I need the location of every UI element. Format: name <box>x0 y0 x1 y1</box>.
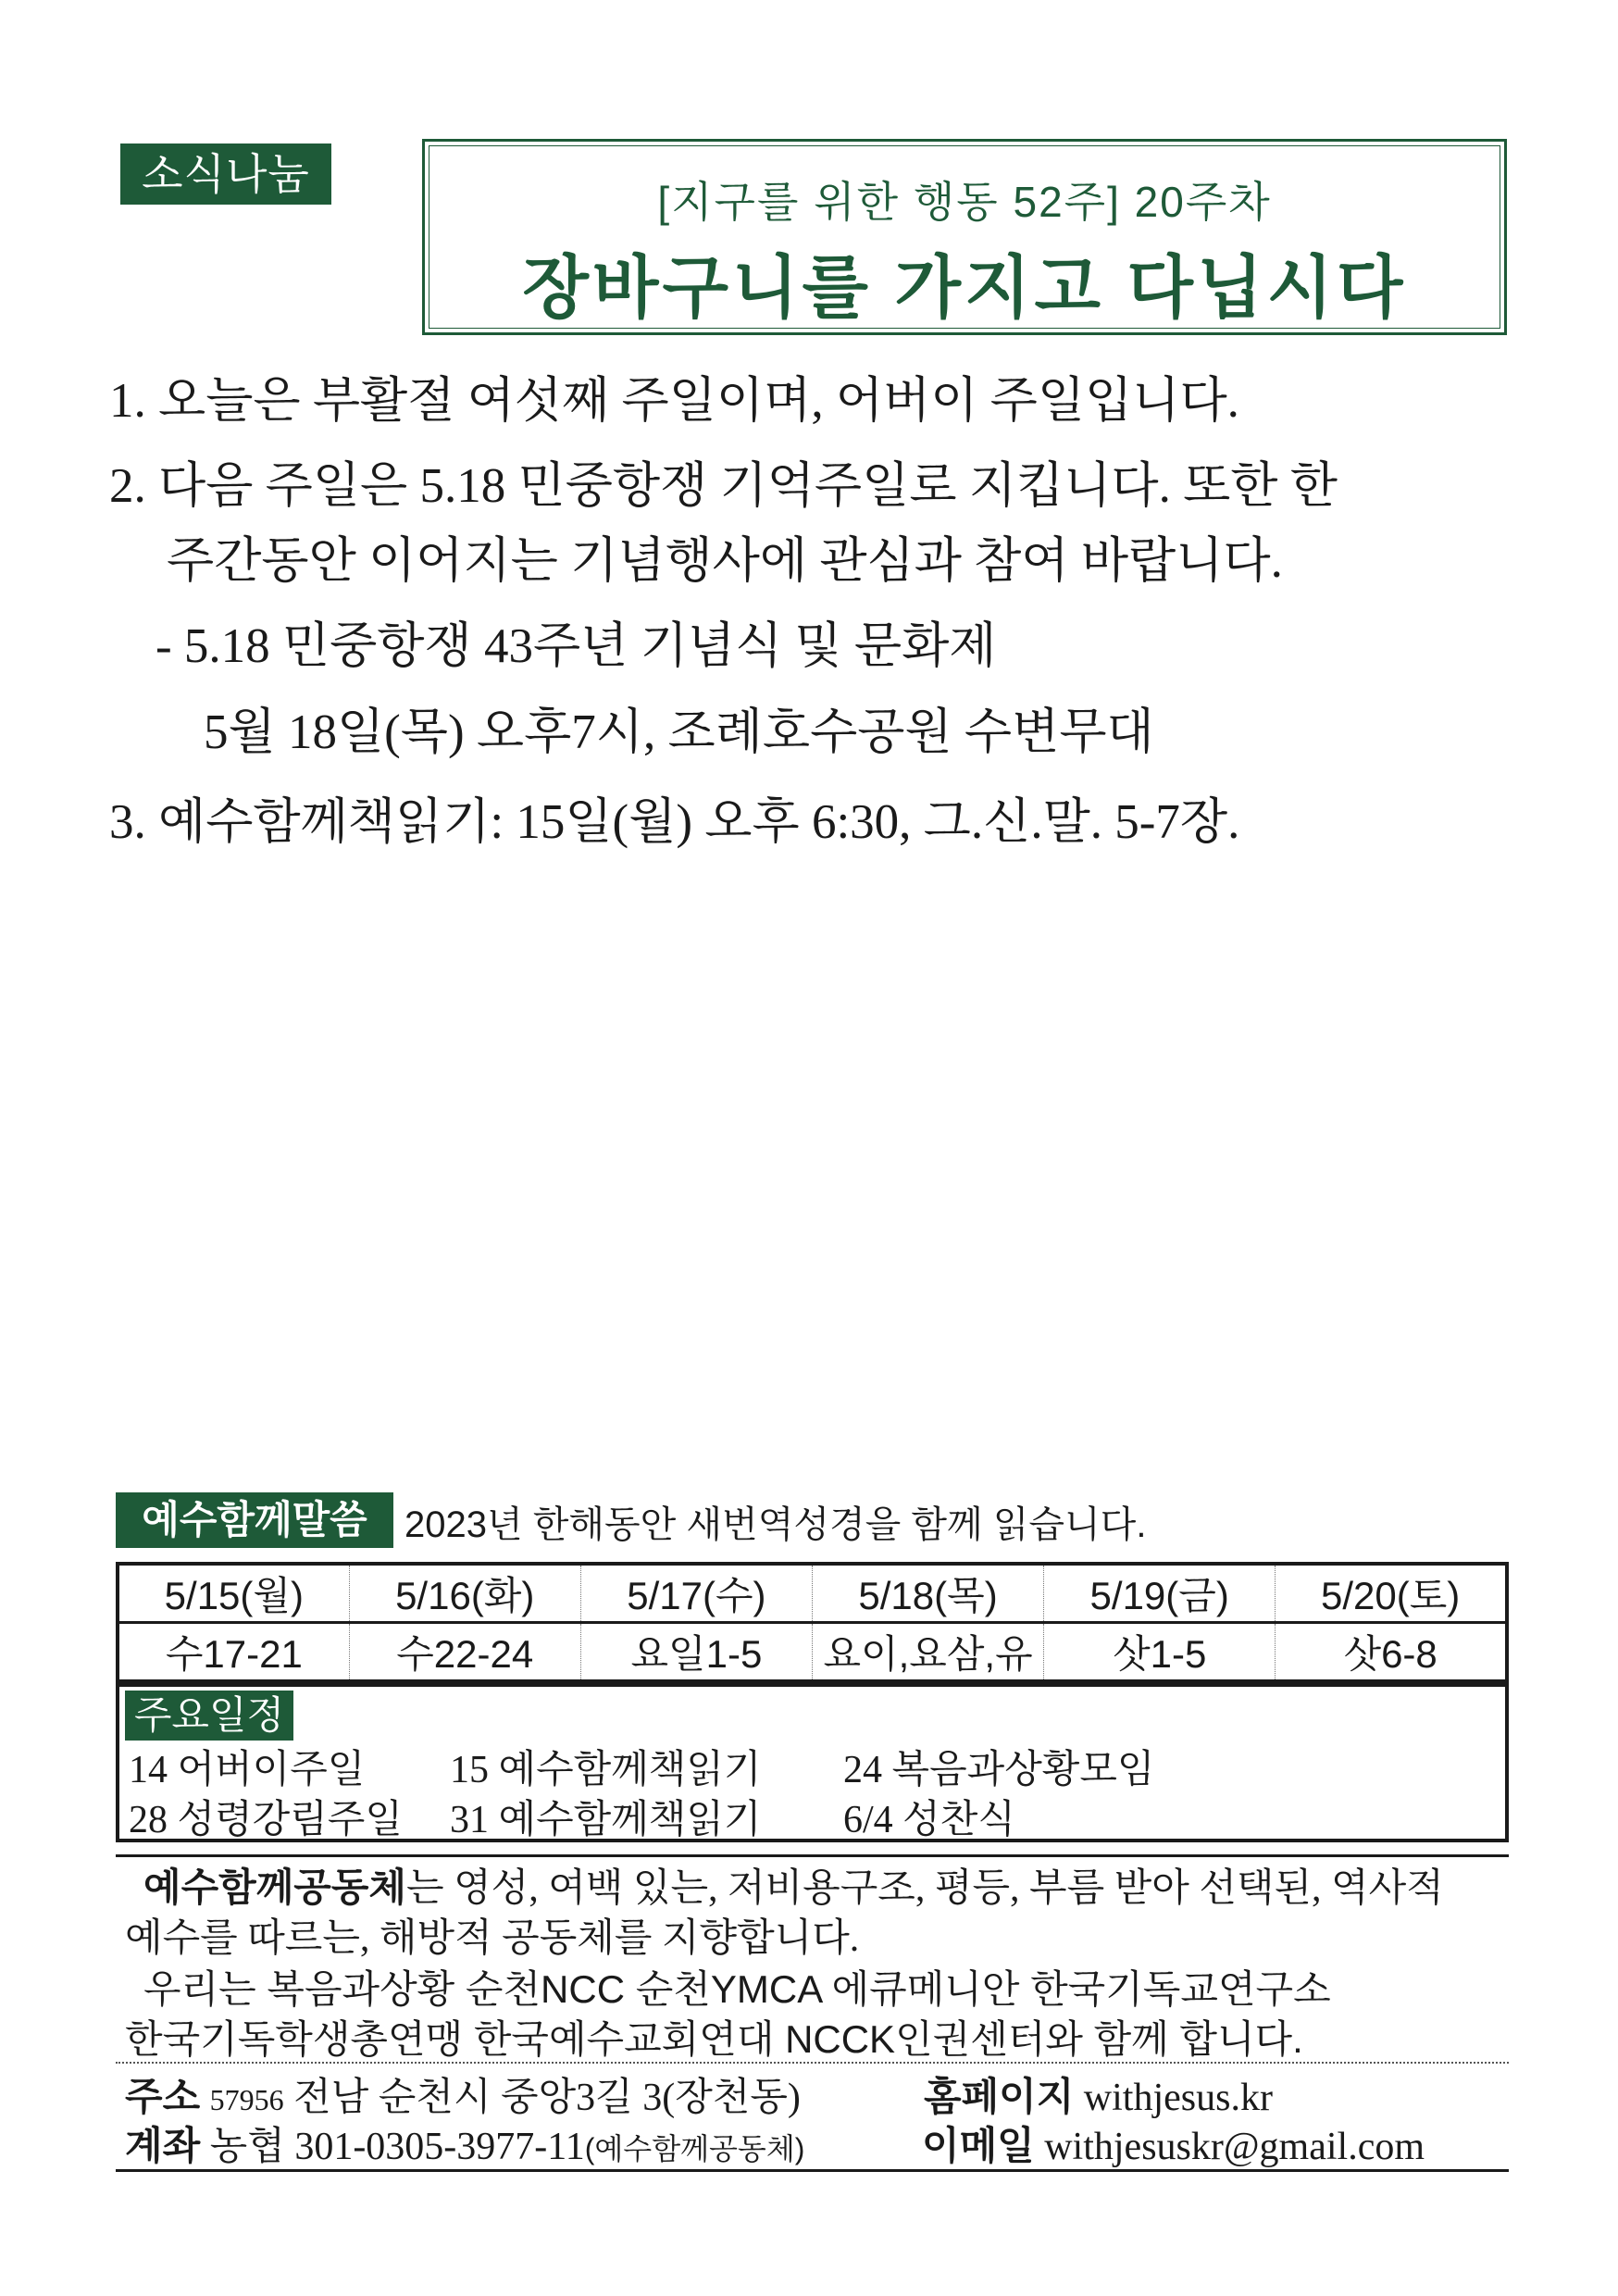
homepage-link[interactable]: withjesus.kr <box>1083 2077 1273 2119</box>
reading-day: 5/17(수) <box>580 1564 812 1623</box>
email-label: 이메일 <box>922 2124 1035 2167</box>
section-badge-verse: 예수함께말씀 <box>116 1492 393 1548</box>
news-item-2-sub1: - 5.18 민중항쟁 43주년 기념식 및 문화제 <box>156 619 997 673</box>
address-label: 주소 <box>125 2075 201 2118</box>
reading-day: 5/16(화) <box>349 1564 580 1623</box>
title-box <box>422 139 1507 335</box>
schedule-item: 28 성령강림주일 <box>129 1799 403 1841</box>
news-item-2-line1: 2. 다음 주일은 5.18 민중항쟁 기억주일로 지킵니다. 또한 한 <box>109 459 1338 513</box>
divider <box>116 2169 1509 2172</box>
news-item-2-line2: 주간동안 이어지는 기념행사에 관심과 참여 바랍니다. <box>167 534 1283 588</box>
news-item-3: 3. 예수함께책읽기: 15일(월) 오후 6:30, 그.신.말. 5-7장. <box>109 795 1240 849</box>
email-line <box>922 2115 1425 2171</box>
about-line-1-text: 는 영성, 여백 있는, 저비용구조, 평등, 부름 받아 선택된, 역사적 <box>406 1867 1444 1910</box>
reading-table-row <box>118 1623 1507 1682</box>
address-zip: 57956 <box>209 2083 284 2116</box>
schedule-box <box>116 1683 1509 1842</box>
about-line-4: 한국기독학생총연맹 한국예수교회연대 NCCK인권센터와 함께 합니다. <box>125 2017 1303 2061</box>
reading-day: 5/18(목) <box>812 1564 1043 1623</box>
divider <box>116 2062 1509 2064</box>
homepage-line <box>924 2066 1273 2122</box>
title-subtitle: [지구를 위한 행동 52주] 20주차 <box>657 178 1272 226</box>
reading-day: 5/15(월) <box>118 1564 349 1623</box>
news-item-1: 1. 오늘은 부활절 여섯째 주일이며, 어버이 주일입니다. <box>109 374 1239 428</box>
verse-description: 2023년 한해동안 새번역성경을 함께 읽습니다. <box>404 1504 1147 1545</box>
about-line-2: 예수를 따르는, 해방적 공동체를 지향합니다. <box>125 1917 860 1960</box>
about-line-1 <box>143 1857 1444 1913</box>
community-name: 예수함께공동체 <box>143 1866 407 1909</box>
section-badge-schedule: 주요일정 <box>125 1691 293 1741</box>
reading-passage: 수17-21 <box>118 1623 349 1682</box>
reading-day: 5/19(금) <box>1044 1564 1276 1623</box>
address-value: 전남 순천시 중앙3길 3(장천동) <box>293 2077 801 2119</box>
email-link[interactable]: withjesuskr@gmail.com <box>1044 2126 1425 2168</box>
schedule-item: 14 어버이주일 <box>129 1749 366 1791</box>
contact-line-2 <box>125 2115 804 2171</box>
schedule-item: 31 예수함께책읽기 <box>450 1799 762 1841</box>
reading-table-header-row <box>118 1564 1507 1623</box>
account-bank: 농협 <box>209 2124 285 2167</box>
section-badge-news: 소식나눔 <box>120 144 331 205</box>
reading-table <box>116 1562 1509 1683</box>
account-number: 301-0305-3977-11 <box>294 2126 585 2168</box>
reading-passage: 삿6-8 <box>1343 1632 1438 1676</box>
reading-passage: 수22-24 <box>349 1623 580 1682</box>
reading-passage: 요일1-5 <box>580 1623 812 1682</box>
reading-day: 5/20(토) <box>1276 1564 1507 1623</box>
account-holder: (예수함께공동체) <box>584 2132 805 2165</box>
homepage-label: 홈페이지 <box>924 2075 1075 2118</box>
reading-passage: 삿1-5 <box>1044 1623 1276 1682</box>
contact-line-1 <box>125 2066 801 2122</box>
about-line-3: 우리는 복음과상황 순천NCC 순천YMCA 에큐메니안 한국기독교연구소 <box>143 1967 1331 2011</box>
schedule-item: 6/4 성찬식 <box>843 1799 1015 1841</box>
title-main: 장바구니를 가지고 다닙시다 <box>522 249 1407 326</box>
schedule-item: 15 예수함께책읽기 <box>450 1749 762 1791</box>
news-item-2-sub2: 5월 18일(목) 오후7시, 조례호수공원 수변무대 <box>204 705 1154 759</box>
account-label: 계좌 <box>125 2124 201 2167</box>
reading-passage: 요이,요삼,유 <box>812 1623 1043 1682</box>
schedule-item: 24 복음과상황모임 <box>843 1749 1155 1791</box>
